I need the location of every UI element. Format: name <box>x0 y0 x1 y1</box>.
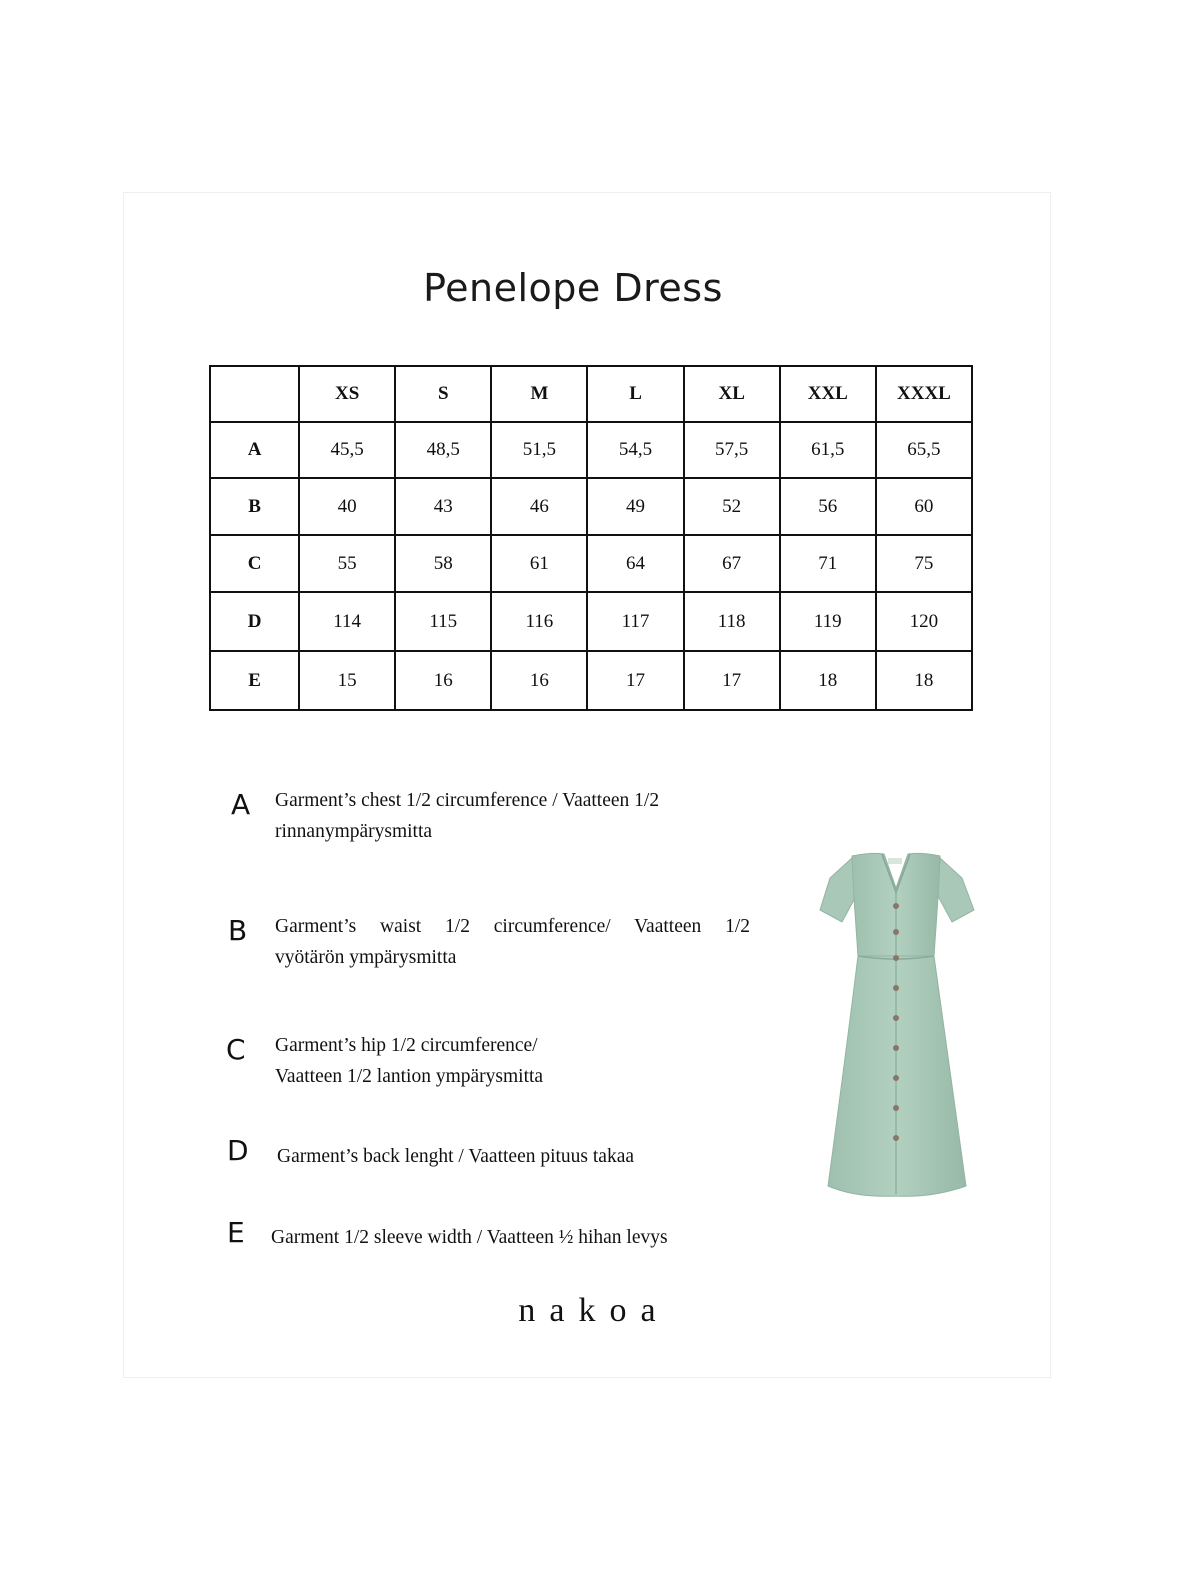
legend-line: vyötärön ympärysmitta <box>275 947 457 968</box>
table-cell: 18 <box>876 651 972 710</box>
legend-letter-d: D <box>227 1134 249 1167</box>
table-cell: 54,5 <box>587 422 683 478</box>
dress-illustration <box>812 848 982 1203</box>
table-cell: 52 <box>684 478 780 535</box>
size-table <box>209 365 973 711</box>
table-cell: 118 <box>684 592 780 651</box>
table-cell: 46 <box>491 478 587 535</box>
table-header-cell: L <box>587 366 683 422</box>
table-cell: 114 <box>299 592 395 651</box>
table-row <box>210 422 972 478</box>
table-cell: 16 <box>395 651 491 710</box>
legend-letter-b: B <box>228 914 248 947</box>
table-cell: 17 <box>684 651 780 710</box>
legend-text-b <box>275 911 750 973</box>
legend-letter-c: C <box>226 1033 246 1066</box>
table-cell: 56 <box>780 478 876 535</box>
legend-letter-e: E <box>227 1216 245 1249</box>
table-cell: 57,5 <box>684 422 780 478</box>
dress-label-tag <box>888 858 902 864</box>
table-cell: 15 <box>299 651 395 710</box>
table-cell: 16 <box>491 651 587 710</box>
table-cell: 48,5 <box>395 422 491 478</box>
table-cell: 120 <box>876 592 972 651</box>
table-row <box>210 651 972 710</box>
table-cell: 40 <box>299 478 395 535</box>
table-cell: 64 <box>587 535 683 592</box>
table-cell: 75 <box>876 535 972 592</box>
table-cell: 17 <box>587 651 683 710</box>
table-cell: 67 <box>684 535 780 592</box>
table-row <box>210 478 972 535</box>
table-cell: 49 <box>587 478 683 535</box>
table-header-cell: S <box>395 366 491 422</box>
table-header-cell: XXL <box>780 366 876 422</box>
legend-letter-a: A <box>231 788 251 821</box>
table-cell: 55 <box>299 535 395 592</box>
table-cell: 51,5 <box>491 422 587 478</box>
row-label: B <box>210 478 299 535</box>
legend-text-a <box>275 785 755 847</box>
row-label: D <box>210 592 299 651</box>
legend-text-e <box>271 1222 751 1253</box>
legend-line: Garment’s chest 1/2 circumference / Vaatteen 1/2 <box>275 790 660 811</box>
table-row <box>210 592 972 651</box>
table-cell: 71 <box>780 535 876 592</box>
table-cell: 115 <box>395 592 491 651</box>
page-title: Penelope Dress <box>423 266 723 310</box>
brand-logo: nakoa <box>518 1292 670 1329</box>
table-cell: 45,5 <box>299 422 395 478</box>
table-cell: 18 <box>780 651 876 710</box>
table-cell: 119 <box>780 592 876 651</box>
row-label: C <box>210 535 299 592</box>
dress-left-sleeve <box>820 858 856 922</box>
table-cell: 61,5 <box>780 422 876 478</box>
table-cell: 43 <box>395 478 491 535</box>
row-label: A <box>210 422 299 478</box>
table-cell: 116 <box>491 592 587 651</box>
table-header-cell: XL <box>684 366 780 422</box>
legend-line: Garment 1/2 sleeve width / Vaatteen ½ hihan levys <box>271 1227 668 1248</box>
legend-line: rinnanympärysmitta <box>275 821 433 842</box>
legend-line: Vaatteen 1/2 lantion ympärysmitta <box>275 1066 544 1087</box>
legend-line: Garment’s back lenght / Vaatteen pituus takaa <box>277 1146 635 1167</box>
table-cell: 60 <box>876 478 972 535</box>
legend-line: Garment’s waist 1/2 circumference/ Vaatteen 1/2 <box>275 916 750 937</box>
table-row <box>210 535 972 592</box>
table-header-cell: XXXL <box>876 366 972 422</box>
table-header-cell: M <box>491 366 587 422</box>
table-header-cell <box>210 366 299 422</box>
table-cell: 65,5 <box>876 422 972 478</box>
row-label: E <box>210 651 299 710</box>
legend-line: Garment’s hip 1/2 circumference/ <box>275 1035 538 1056</box>
table-cell: 58 <box>395 535 491 592</box>
table-cell: 61 <box>491 535 587 592</box>
table-header-row <box>210 366 972 422</box>
table-cell: 117 <box>587 592 683 651</box>
table-header-cell: XS <box>299 366 395 422</box>
dress-right-sleeve <box>938 858 974 922</box>
legend-text-c <box>275 1030 755 1092</box>
legend-text-d <box>277 1141 757 1172</box>
